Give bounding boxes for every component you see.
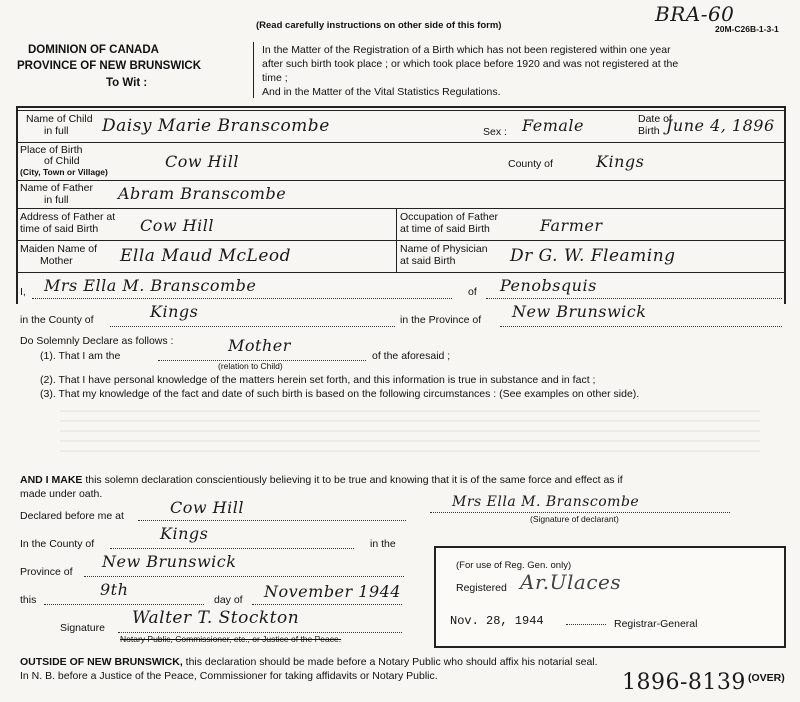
declaration-line2: made under oath. (20, 488, 103, 500)
matter-line4: And in the Matter of the Vital Statistics Regulations. (262, 86, 501, 98)
declaration-text: this solemn declaration conscientiously believing it to be true and knowing that it is of the same force and effect as if (85, 474, 623, 486)
day-value: 9th (100, 580, 129, 599)
label-child-name-1: Name of Child (26, 113, 93, 125)
label-father-2: in full (44, 194, 69, 206)
label-physician-1: Name of Physician (400, 243, 488, 255)
declared-at-value: Cow Hill (170, 498, 244, 517)
item-1-a: (1). That I am the (40, 350, 121, 362)
jurisdiction-line2: PROVINCE OF NEW BRUNSWICK (17, 60, 201, 72)
declaration-line1 (20, 474, 623, 486)
label-in-county: in the County of (20, 314, 94, 326)
label-place-2: of Child (44, 155, 80, 167)
nb-line: In N. B. before a Justice of the Peace, Commissioner for taking affidavits or Notary Public. (20, 670, 438, 682)
label-day-of: day of (214, 594, 243, 606)
matter-line3: time ; (262, 72, 288, 84)
registrar-signature: Ar.Ulaces (520, 570, 622, 594)
label-address-1: Address of Father at (20, 211, 116, 223)
sex-value: Female (522, 116, 584, 135)
form-code: 20M-C26B-1-3-1 (715, 24, 779, 34)
outside-text: this declaration should be made before a Notary Public who should affix his notarial seal. (185, 656, 598, 668)
decl-province-value: New Brunswick (102, 552, 237, 571)
instructions-note: (Read carefully instructions on other side of this form) (256, 20, 502, 31)
declarant-county-value: Kings (150, 302, 199, 321)
label-date-birth-1: Date of (638, 113, 672, 125)
label-maiden-2: Mother (40, 255, 73, 267)
label-solemnly: Do Solemnly Declare as follows : (20, 335, 174, 347)
registered-date: Nov. 28, 1944 (450, 614, 544, 628)
maiden-name-value: Ella Maud McLeod (120, 246, 291, 266)
label-declared-before: Declared before me at (20, 510, 124, 522)
to-wit: To Wit : (106, 77, 148, 89)
address-value: Cow Hill (140, 216, 214, 235)
label-province-of: Province of (20, 566, 73, 578)
relation-caption: (relation to Child) (218, 361, 283, 371)
label-registrar-general: Registrar-General (614, 618, 698, 630)
jurisdiction-line1: DOMINION OF CANADA (28, 44, 159, 56)
label-sex: Sex : (483, 126, 507, 138)
place-value: Cow Hill (165, 152, 239, 171)
label-physician-2: at said Birth (400, 255, 456, 267)
label-place-3: (City, Town or Village) (20, 167, 108, 177)
month-year-value: November 1944 (264, 582, 401, 601)
label-signature: Signature (60, 622, 105, 634)
label-child-name-2: in full (44, 125, 69, 137)
item-3: (3). That my knowledge of the fact and date of such birth is based on the following circumstances : (See examples on other side). (40, 388, 640, 400)
corner-mark: BRA-60 (655, 2, 735, 26)
item-2: (2). That I have personal knowledge of the matters herein set forth, and this information is true in substance and in fact ; (40, 374, 596, 386)
matter-line2: after such birth took place ; or which took place before 1920 and was not registered at the (262, 58, 679, 70)
signature-caption: (Signature of declarant) (530, 514, 619, 524)
label-county-of: County of (508, 158, 553, 170)
physician-value: Dr G. W. Fleaming (510, 246, 676, 266)
label-father-1: Name of Father (20, 182, 93, 194)
over-label: (OVER) (748, 672, 785, 684)
label-occupation-1: Occupation of Father (400, 211, 499, 223)
label-occupation-2: at time of said Birth (400, 223, 490, 235)
declarant-province-value: New Brunswick (512, 302, 647, 321)
label-in-the: in the (370, 538, 396, 550)
label-date-birth-2: Birth (638, 125, 660, 137)
declarant-of-value: Penobsquis (500, 276, 597, 295)
declarant-signature: Mrs Ella M. Branscombe (452, 494, 640, 510)
date-of-birth-value: June 4, 1896 (666, 116, 775, 135)
outside-line (20, 656, 598, 668)
notary-caption: Notary Public, Commissioner, etc., or Justice of the Peace. (120, 634, 342, 644)
label-address-2: time of said Birth (20, 223, 99, 235)
label-maiden-1: Maiden Name of (20, 243, 98, 255)
item-1-b: of the aforesaid ; (372, 350, 451, 362)
occupation-value: Farmer (540, 216, 603, 235)
file-number: 1896-8139 (622, 670, 746, 695)
label-in-province: in the Province of (400, 314, 482, 326)
child-name-value: Daisy Marie Branscombe (102, 116, 330, 136)
label-of: of (468, 286, 477, 298)
commissioner-signature: Walter T. Stockton (132, 608, 300, 628)
label-registered: Registered (456, 582, 507, 594)
matter-line1: In the Matter of the Registration of a Birth which has not been registered within one year (262, 44, 671, 56)
relation-value: Mother (228, 336, 291, 355)
father-name-value: Abram Branscombe (118, 184, 287, 203)
county-value: Kings (596, 152, 645, 171)
registrar-box (434, 546, 786, 648)
label-i: I, (20, 286, 26, 298)
label-this: this (20, 594, 37, 606)
reg-use-caption: (For use of Reg. Gen. only) (456, 560, 572, 571)
label-place-1: Place of Birth (20, 144, 83, 156)
outside-bold: OUTSIDE OF NEW BRUNSWICK, (20, 656, 183, 668)
and-i-make: AND I MAKE (20, 474, 83, 486)
decl-county-value: Kings (160, 524, 209, 543)
label-county-decl: In the County of (20, 538, 95, 550)
declarant-value: Mrs Ella M. Branscombe (44, 276, 257, 295)
